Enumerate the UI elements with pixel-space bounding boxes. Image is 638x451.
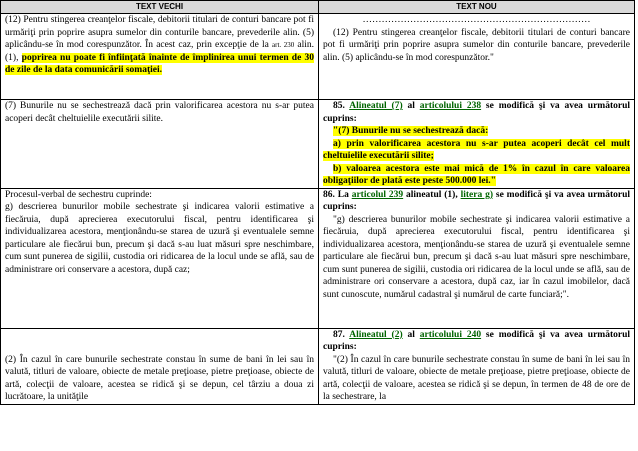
- heading-text: al: [402, 101, 420, 111]
- old-paragraph: (7) Bunurile nu se sechestrează dacă prin valorificarea acestora nu s-ar putea acoperi decât cheltuielile executării silite.: [5, 101, 314, 124]
- heading-text: alineatul (1),: [403, 189, 461, 200]
- table-row: [1, 328, 635, 404]
- heading-text: al: [402, 329, 420, 340]
- header-old-text: TEXT VECHI: [1, 1, 319, 14]
- amendment-number: 85.: [333, 101, 345, 111]
- quoted-line: [323, 125, 630, 138]
- heading-text: se modifică şi va avea următorul cuprins:: [323, 189, 631, 212]
- old-text-part: alin. (1),: [5, 40, 314, 63]
- heading-text: se modifică şi va avea următorul cuprins:: [323, 329, 630, 352]
- header-new-text: TEXT NOU: [319, 1, 635, 14]
- amendment-heading: [323, 329, 630, 354]
- new-text-cell: [319, 100, 635, 189]
- table-row: [1, 14, 635, 100]
- amendment-heading: [323, 100, 630, 125]
- new-text-cell: [319, 14, 635, 100]
- old-text-part: (12) Pentru stingerea creanţelor fiscale, debitorii titulari de conturi bancare pot fi urmăriţi prin poprire asupra sumelor din conturile bancare, prevederile alin. (5) aplicându-se în mod corespunzător. În acest caz, prin excepţie de la: [5, 15, 314, 50]
- paragraph-link[interactable]: Alineatul (2): [349, 329, 403, 340]
- old-text-cell: [1, 14, 319, 100]
- article-link[interactable]: articolului 240: [419, 329, 482, 340]
- new-text-cell: [319, 328, 635, 404]
- article-link[interactable]: articolul 239: [351, 189, 404, 200]
- old-paragraph: [5, 14, 314, 77]
- article-reference: art. 230: [272, 41, 295, 49]
- highlighted-new-text: a) prin valorificarea acestora nu s-ar putea acoperi decât cel mult cheltuielile executării silite;: [323, 138, 630, 161]
- paragraph-link[interactable]: Alineatul (7): [349, 101, 403, 111]
- table-row: [1, 188, 635, 328]
- old-paragraph: g) descrierea bunurilor mobile sechestrate şi indicarea valorii estimative a fiecăruia, după aprecierea executorului fiscal, pentru identificarea şi individualizarea acestora, menţionându-se starea de uzură şi eventualele semne particulare ale fiecărui bun, precum şi dacă s-au luat măsuri spre neschimbare, cum sunt punerea de sigilii, custodia ori ridicarea de la locul unde se află, sau de administrare ori conservare a acestora, după caz;: [5, 202, 314, 275]
- letter-link[interactable]: litera g): [460, 189, 493, 200]
- old-text-cell: [1, 328, 319, 404]
- highlighted-new-text: "(7) Bunurile nu se sechestrează dacă:: [333, 126, 489, 136]
- new-paragraph: (12) Pentru stingerea creanţelor fiscale, debitorii titulari de conturi bancare pot fi urmăriţi prin poprire asupra sumelor din conturile bancare, prevederile alin. (5) aplicându-se în mod corespunzător.": [323, 27, 630, 63]
- old-text-cell: [1, 100, 319, 189]
- new-text-cell: [319, 188, 635, 328]
- amendment-number: 87.: [333, 329, 345, 340]
- old-text-cell: [1, 188, 319, 328]
- highlighted-new-text: b) valoarea acestora este mai mică de 1% în cazul în care valoarea obligaţiilor de plată este peste 500.000 lei.": [323, 163, 630, 186]
- heading-text: se modifică şi va avea următorul cuprins:: [323, 101, 630, 124]
- quoted-line: [323, 138, 630, 163]
- highlighted-removed-text: poprirea nu poate fi înfiinţată înainte de împlinirea unui termen de 30 de zile de la data comunicării somaţiei.: [5, 52, 314, 75]
- new-paragraph: "g) descrierea bunurilor mobile sechestrate şi indicarea valorii estimative a fiecăruia, după aprecierea executorului fiscal, pentru identificarea şi individualizarea acestora, menţionându-se starea de uzură şi eventualele semne particulare ale fiecărui bun, precum şi dacă s-au luat măsuri spre neschimbare, cum sunt punerea de sigilii, custodia ori ridicarea de la locul unde se află, sau de administrare ori conservare a acestora, după caz, iar în cazul imobilelor, dacă sunt cunoscute, numărul cadastral şi numărul de carte funciară;".: [323, 214, 630, 300]
- header-row: [1, 1, 635, 14]
- amendment-number: 86. La: [323, 189, 349, 200]
- old-title: Procesul-verbal de sechestru cuprinde:: [5, 189, 152, 200]
- ellipsis-line: ………………………………………………………………: [362, 15, 591, 25]
- quoted-line: [323, 163, 630, 188]
- old-paragraph: (2) În cazul în care bunurile sechestrate constau în sume de bani în lei sau în valută, titluri de valoare, obiecte de metale preţioase, pietre preţioase, obiecte de artă, colecţii de valoare, acestea se ridică şi se depun, cel târziu a doua zi lucrătoare, la unităţile: [5, 354, 314, 402]
- amendment-heading: [323, 189, 630, 214]
- new-paragraph: "(2) În cazul în care bunurile sechestrate constau în sume de bani în lei sau în valută, titluri de valoare, obiecte de metale preţioase, pietre preţioase, obiecte de artă, colecţii de valoare, acestea se ridică şi se depun, în termen de 48 de ore de la sechestrare, la: [323, 354, 630, 402]
- article-link[interactable]: articolului 238: [419, 101, 482, 111]
- table-row: [1, 100, 635, 189]
